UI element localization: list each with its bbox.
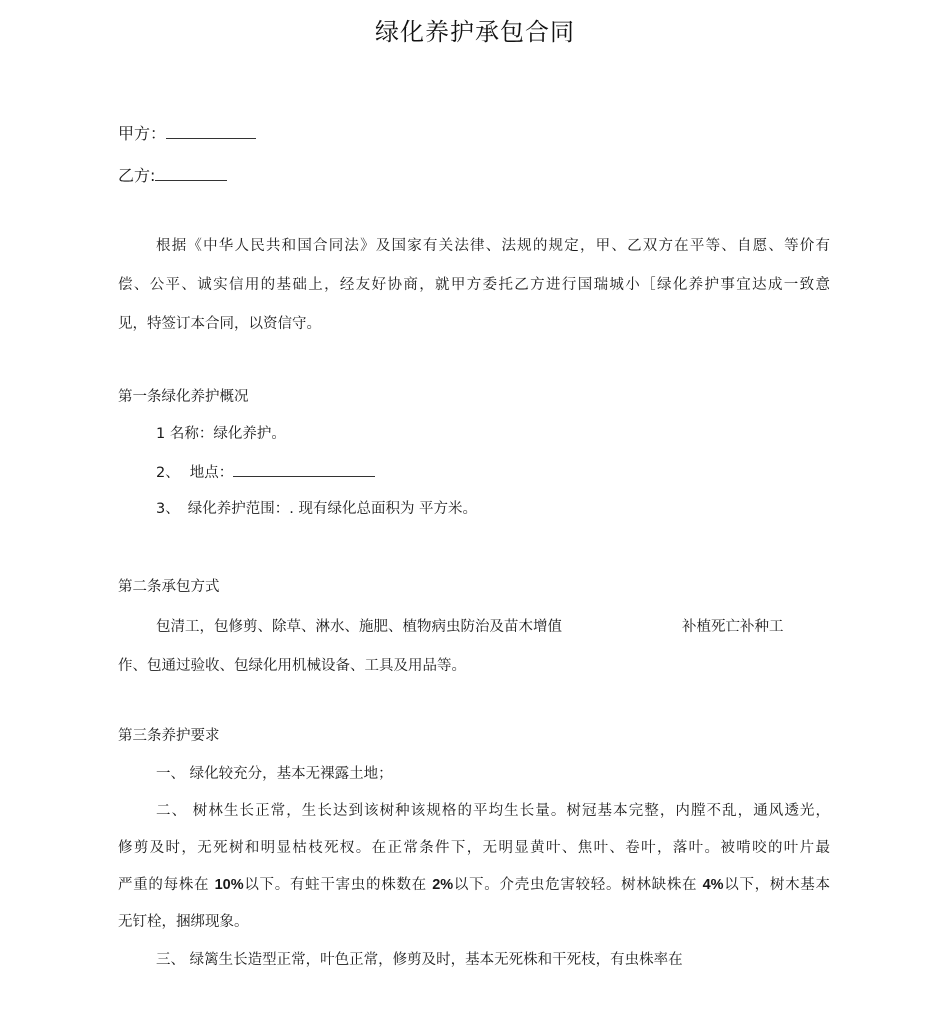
intro-line-3: 见，特签订本合同，以资信守。 [118,316,321,332]
party-b-line [118,166,227,186]
article-2-heading: 第二条承包方式 [118,579,220,595]
article-2-line-1a: 包清工，包修剪、除草、淋水、施肥、植物病虫防治及苗木增值 [156,619,562,635]
requirement-3: 三、 绿篱生长造型正常，叶色正常，修剪及时，基本无死株和干死枝，有虫株率在 [156,952,683,968]
scope-text: 绿化养护范围：. 现有绿化总面积为 平方米。 [187,501,478,517]
location-blank [233,462,375,477]
document-title: 绿化养护承包合同 [375,18,575,46]
percent-2: 2% [432,877,454,893]
article-2-line-2: 作、包通过验收、包绿化用机械设备、工具及用品等。 [118,658,466,674]
requirement-1: 一、 绿化较充分，基本无裸露土地； [156,766,393,782]
party-b-label: 乙方: [118,166,156,185]
requirement-2-line-3: 严重的每株在 10%以下。有蛀干害虫的株数在 2%以下。介壳虫危害较轻。树林缺株在 4%以下，树木基本 [118,877,831,893]
intro-line-2: 偿、公平、诚实信用的基础上，经友好协商，就甲方委托乙方进行国瑞城小［绿化养护事宜达成一致意 [118,277,830,293]
percent-4: 4% [702,877,724,893]
party-a-blank [166,124,256,139]
party-b-blank [155,166,227,181]
article-3-heading: 第三条养护要求 [118,728,220,744]
article-1-item-3 [156,499,477,519]
location-label: 地点： [189,465,234,481]
item-3-number: 3、 [156,501,180,517]
article-2-line-1b: 补植死亡补种工 [682,619,784,635]
percent-10: 10% [214,877,244,893]
article-1-item-1: 1 名称：绿化养护。 [156,426,286,442]
party-a-label: 甲方： [118,124,167,143]
requirement-2-line-4: 无钉栓，捆绑现象。 [118,914,249,930]
article-1-item-2 [156,462,375,483]
requirement-2-line-2: 修剪及时，无死树和明显枯枝死杈。在正常条件下，无明显黄叶、焦叶、卷叶，落叶。被啃咬的叶片最 [118,840,830,856]
article-1-heading: 第一条绿化养护概况 [118,389,249,405]
item-2-number: 2、 [156,465,180,481]
intro-line-1: 根据《中华人民共和国合同法》及国家有关法律、法规的规定，甲、乙双方在平等、自愿、等价有 [156,238,830,254]
requirement-2-line-1: 二、 树林生长正常，生长达到该树种该规格的平均生长量。树冠基本完整，内膛不乱，通风透光， [156,803,830,819]
party-a-line [118,124,256,144]
